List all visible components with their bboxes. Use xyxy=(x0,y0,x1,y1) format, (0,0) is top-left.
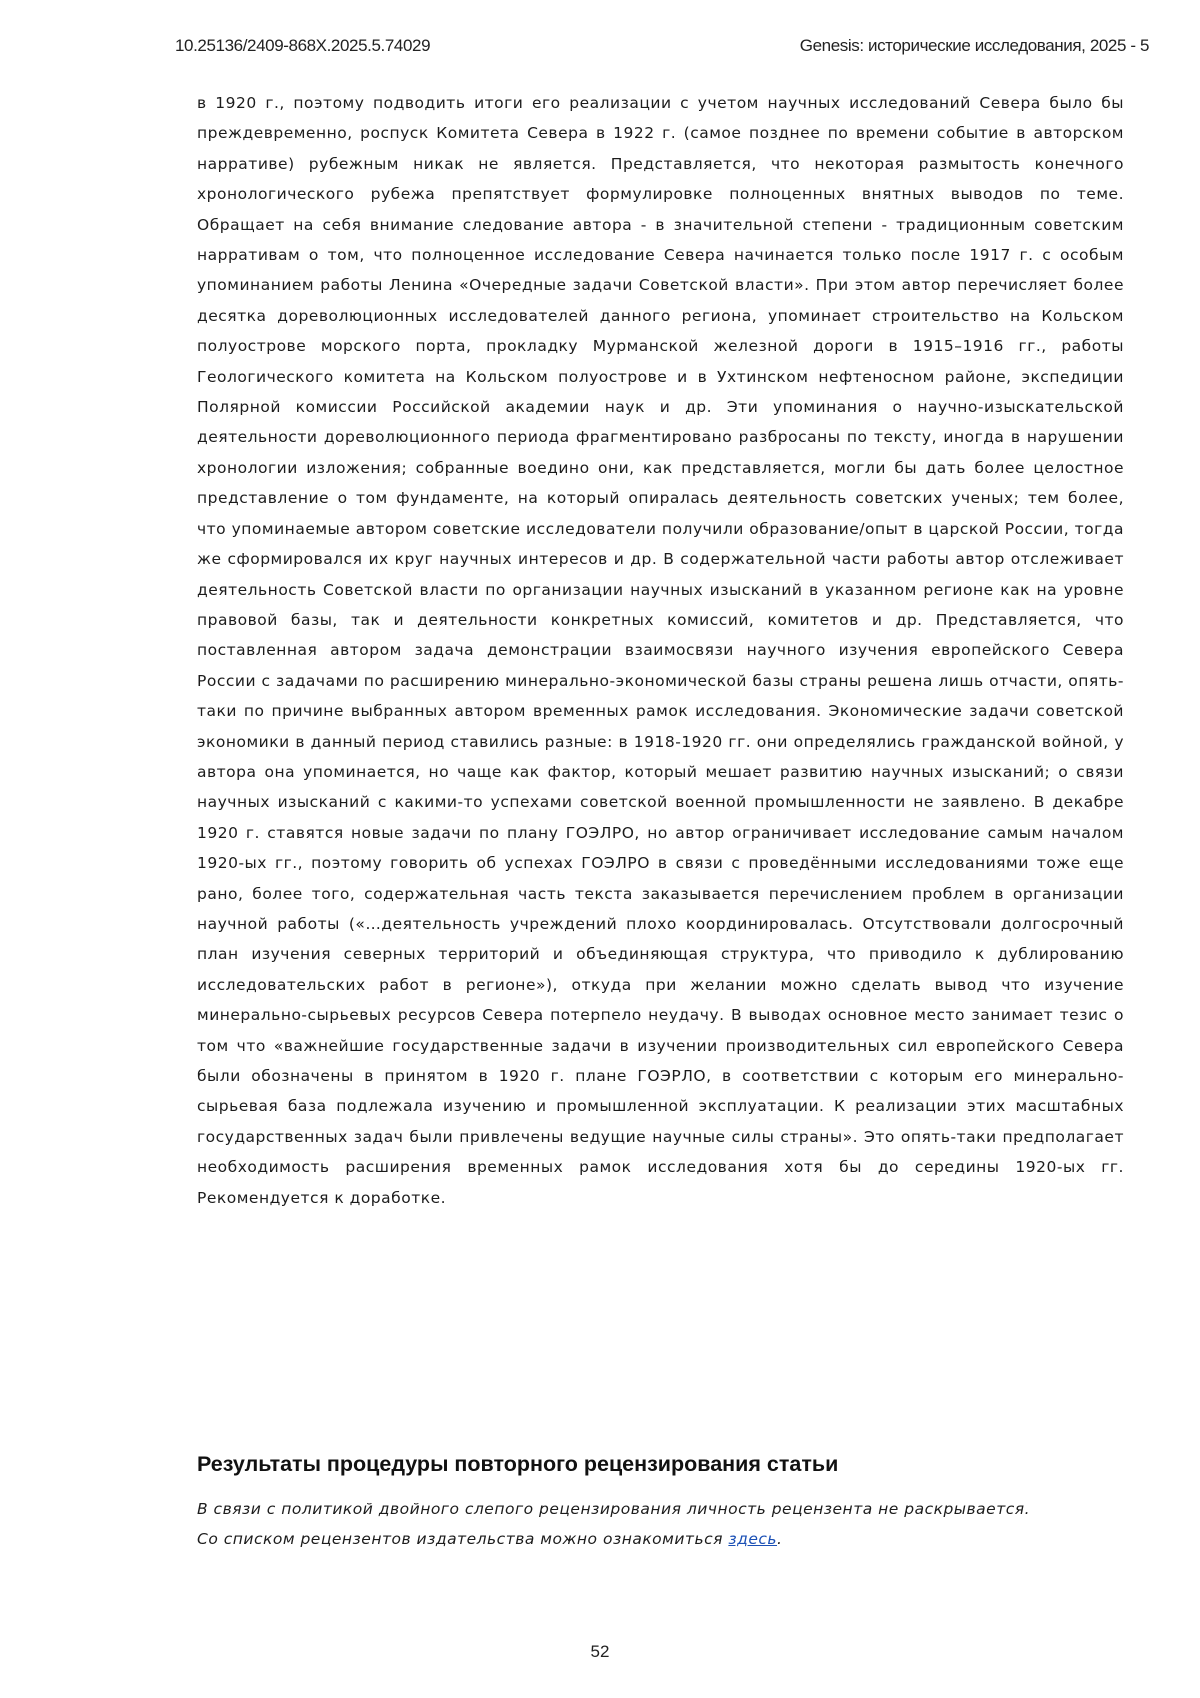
page-number: 52 xyxy=(0,1642,1200,1662)
review-note-reviewers-list xyxy=(197,1524,1124,1554)
doi-identifier: 10.25136/2409-868X.2025.5.74029 xyxy=(175,36,430,56)
review-note-suffix: . xyxy=(777,1530,782,1548)
document-page xyxy=(0,0,1200,1698)
body-paragraph: в 1920 г., поэтому подводить итоги его реализации с учетом научных исследований Севера было бы преждевременно, роспуск Комитета Севера в 1922 г. (самое позднее по времени событие в авторском нарративе) рубежным никак не является. Представляется, что некоторая размытость конечного хронологического рубежа препятствует формулировке полноценных внятных выводов по теме. Обращает на себя внимание следование автора - в значительной степени - традиционным советским нарративам о том, что полноценное исследование Севера начинается только после 1917 г. с особым упоминанием работы Ленина «Очередные задачи Советской власти». При этом автор перечисляет более десятка дореволюционных исследователей данного региона, упоминает строительство на Кольском полуострове морского порта, прокладку Мурманской железной дороги в 1915–1916 гг., работы Геологического комитета на Кольском полуострове и в Ухтинском нефтеносном районе, экспедиции Полярной комиссии Российской академии наук и др. Эти упоминания о научно-изыскательской деятельности дореволюционного периода фрагментировано разбросаны по тексту, иногда в нарушении хронологии изложения; собранные воедино они, как представляется, могли бы дать более целостное представление о том фундаменте, на который опиралась деятельность советских ученых; тем более, что упоминаемые автором советские исследователи получили образование/опыт в царской России, тогда же сформировался их круг научных интересов и др. В содержательной части работы автор отслеживает деятельность Советской власти по организации научных изысканий в указанном регионе как на уровне правовой базы, так и деятельности конкретных комиссий, комитетов и др. Представляется, что поставленная автором задача демонстрации взаимосвязи научного изучения европейского Севера России с задачами по расширению минерально-экономической базы страны решена лишь отчасти, опять-таки по причине выбранных автором временных рамок исследования. Экономические задачи советской экономики в данный период ставились разные: в 1918-1920 гг. они определялись гражданской войной, у автора она упоминается, но чаще как фактор, который мешает развитию научных изысканий; о связи научных изысканий с какими-то успехами советской военной промышленности не заявлено. В декабре 1920 г. ставятся новые задачи по плану ГОЭЛРО, но автор ограничивает исследование самым началом 1920-ых гг., поэтому говорить об успехах ГОЭЛРО в связи с проведёнными исследованиями тоже еще рано, более того, содержательная часть текста заказывается перечислением проблем в организации научной работы («…деятельность учреждений плохо координировалась. Отсутствовали долгосрочный план изучения северных территорий и объединяющая структура, что приводило к дублированию исследовательских работ в регионе»), откуда при желании можно сделать вывод что изучение минерально-сырьевых ресурсов Севера потерпело неудачу. В выводах основное место занимает тезис о том что «важнейшие государственные задачи в изучении производительных сил европейского Севера были обозначены в принятом в 1920 г. плане ГОЭРЛО, в соответствии с которым его минерально-сырьевая база подлежала изучению и промышленной эксплуатации. К реализации этих масштабных государственных задач были привлечены ведущие научные силы страны». Это опять-таки предполагает необходимость расширения временных рамок исследования хотя бы до середины 1920-ых гг. Рекомендуется к доработке. xyxy=(197,88,1124,1213)
section-heading: Результаты процедуры повторного рецензирования статьи xyxy=(197,1452,1124,1477)
review-note-prefix: Со списком рецензентов издательства можно ознакомиться xyxy=(197,1530,728,1548)
reviewers-list-link[interactable]: здесь xyxy=(728,1530,777,1548)
journal-title: Genesis: исторические исследования, 2025 - 5 xyxy=(800,36,1149,56)
review-note-anonymity: В связи с политикой двойного слепого рецензирования личность рецензента не раскрывается. xyxy=(197,1494,1124,1524)
article-body xyxy=(197,88,1124,1213)
review-note xyxy=(197,1494,1124,1555)
